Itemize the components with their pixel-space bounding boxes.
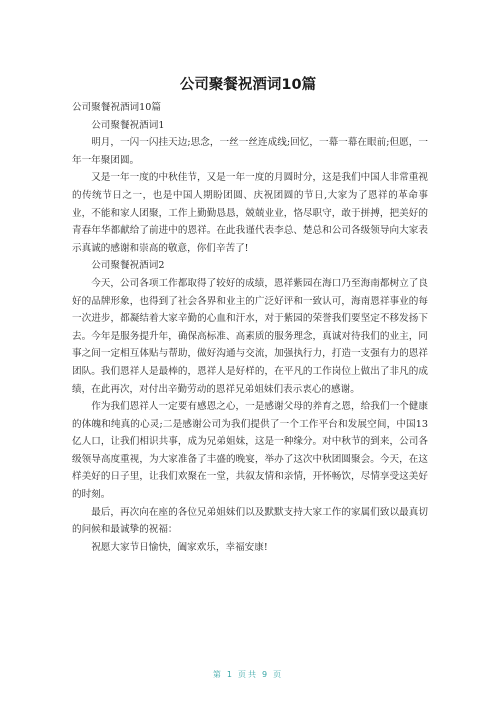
footer-label-prefix: 第 — [212, 670, 223, 679]
footer-label-suffix: 页 — [273, 670, 284, 679]
footer-current-page: 1 — [226, 670, 234, 679]
page-footer — [0, 669, 496, 681]
section-heading: 公司聚餐祝酒词2 — [91, 260, 165, 272]
body-paragraph: 作为我们恩祥人一定要有感恩之心，一是感谢父母的养育之恩，给我们一个健康的体魄和纯真的心灵;二是感谢公司为我们提供了一个工作平台和发展空间，中国13亿人口，让我们相识共事，成为兄弟姐妹，这是一种缘分。对中秋节的到来，公司各级领导高度重视，为大家准备了丰盛的晚宴，举办了这次中秋团圆聚会。今天，在这样美好的日子里，让我们欢聚在一堂，共叙友情和亲情，开怀畅饮，尽情享受这美好的时刻。 — [72, 401, 428, 501]
footer-total-pages: 9 — [262, 670, 270, 679]
document-body — [72, 99, 428, 556]
body-paragraph: 最后，再次向在座的各位兄弟姐妹们以及默默支持大家工作的家属们致以最真切的问候和最诚挚的祝福： — [72, 506, 428, 536]
body-paragraph: 祝愿大家节日愉快，阖家欢乐，幸福安康! — [91, 541, 268, 553]
body-paragraph: 公司聚餐祝酒词10篇 — [72, 102, 161, 113]
body-paragraph: 今天，公司各项工作都取得了较好的成绩，恩祥紫园在海口乃至海南都树立了良好的品牌形象，也得到了社会各界和业主的广泛好评和一致认可，海南恩祥事业的每一次进步，都凝结着大家辛勤的心血和汗水，对于紫园的荣誉我们要坚定不移发扬下去。今年是服务提升年，确保高标准、高素质的服务理念，真诚对待我们的业主，同事之间一定相互体贴与帮助，做好沟通与交流，加强执行力，打造一支强有力的恩祥团队。我们恩祥人是最棒的，恩祥人是好样的，在平凡的工作岗位上做出了非凡的成绩，在此再次，对付出辛勤劳动的恩祥兄弟姐妹们表示衷心的感谢。 — [72, 277, 428, 395]
section-heading: 公司聚餐祝酒词1 — [91, 119, 165, 131]
footer-label-middle: 页共 — [238, 670, 258, 679]
body-paragraph: 又是一年一度的中秋佳节，又是一年一度的月圆时分，这是我们中国人非常重视的传统节日之一，也是中国人期盼团圆、庆祝团圆的节日,大家为了恩祥的革命事业，不能和家人团聚，工作上勤勤恳恳，兢兢业业，恪尽职守，敢于拼搏，把美好的青春年华都献给了前进中的恩祥。在此我谨代表李总、楚总和公司各级领导向大家表示真诚的感谢和崇高的敬意，你们辛苦了! — [72, 172, 428, 254]
document-title: 公司聚餐祝酒词10篇 — [179, 77, 317, 93]
body-paragraph: 明月，一闪一闪挂天边;思念，一丝一丝连成线;回忆，一幕一幕在眼前;但愿，一年一年聚团圆。 — [72, 137, 428, 166]
